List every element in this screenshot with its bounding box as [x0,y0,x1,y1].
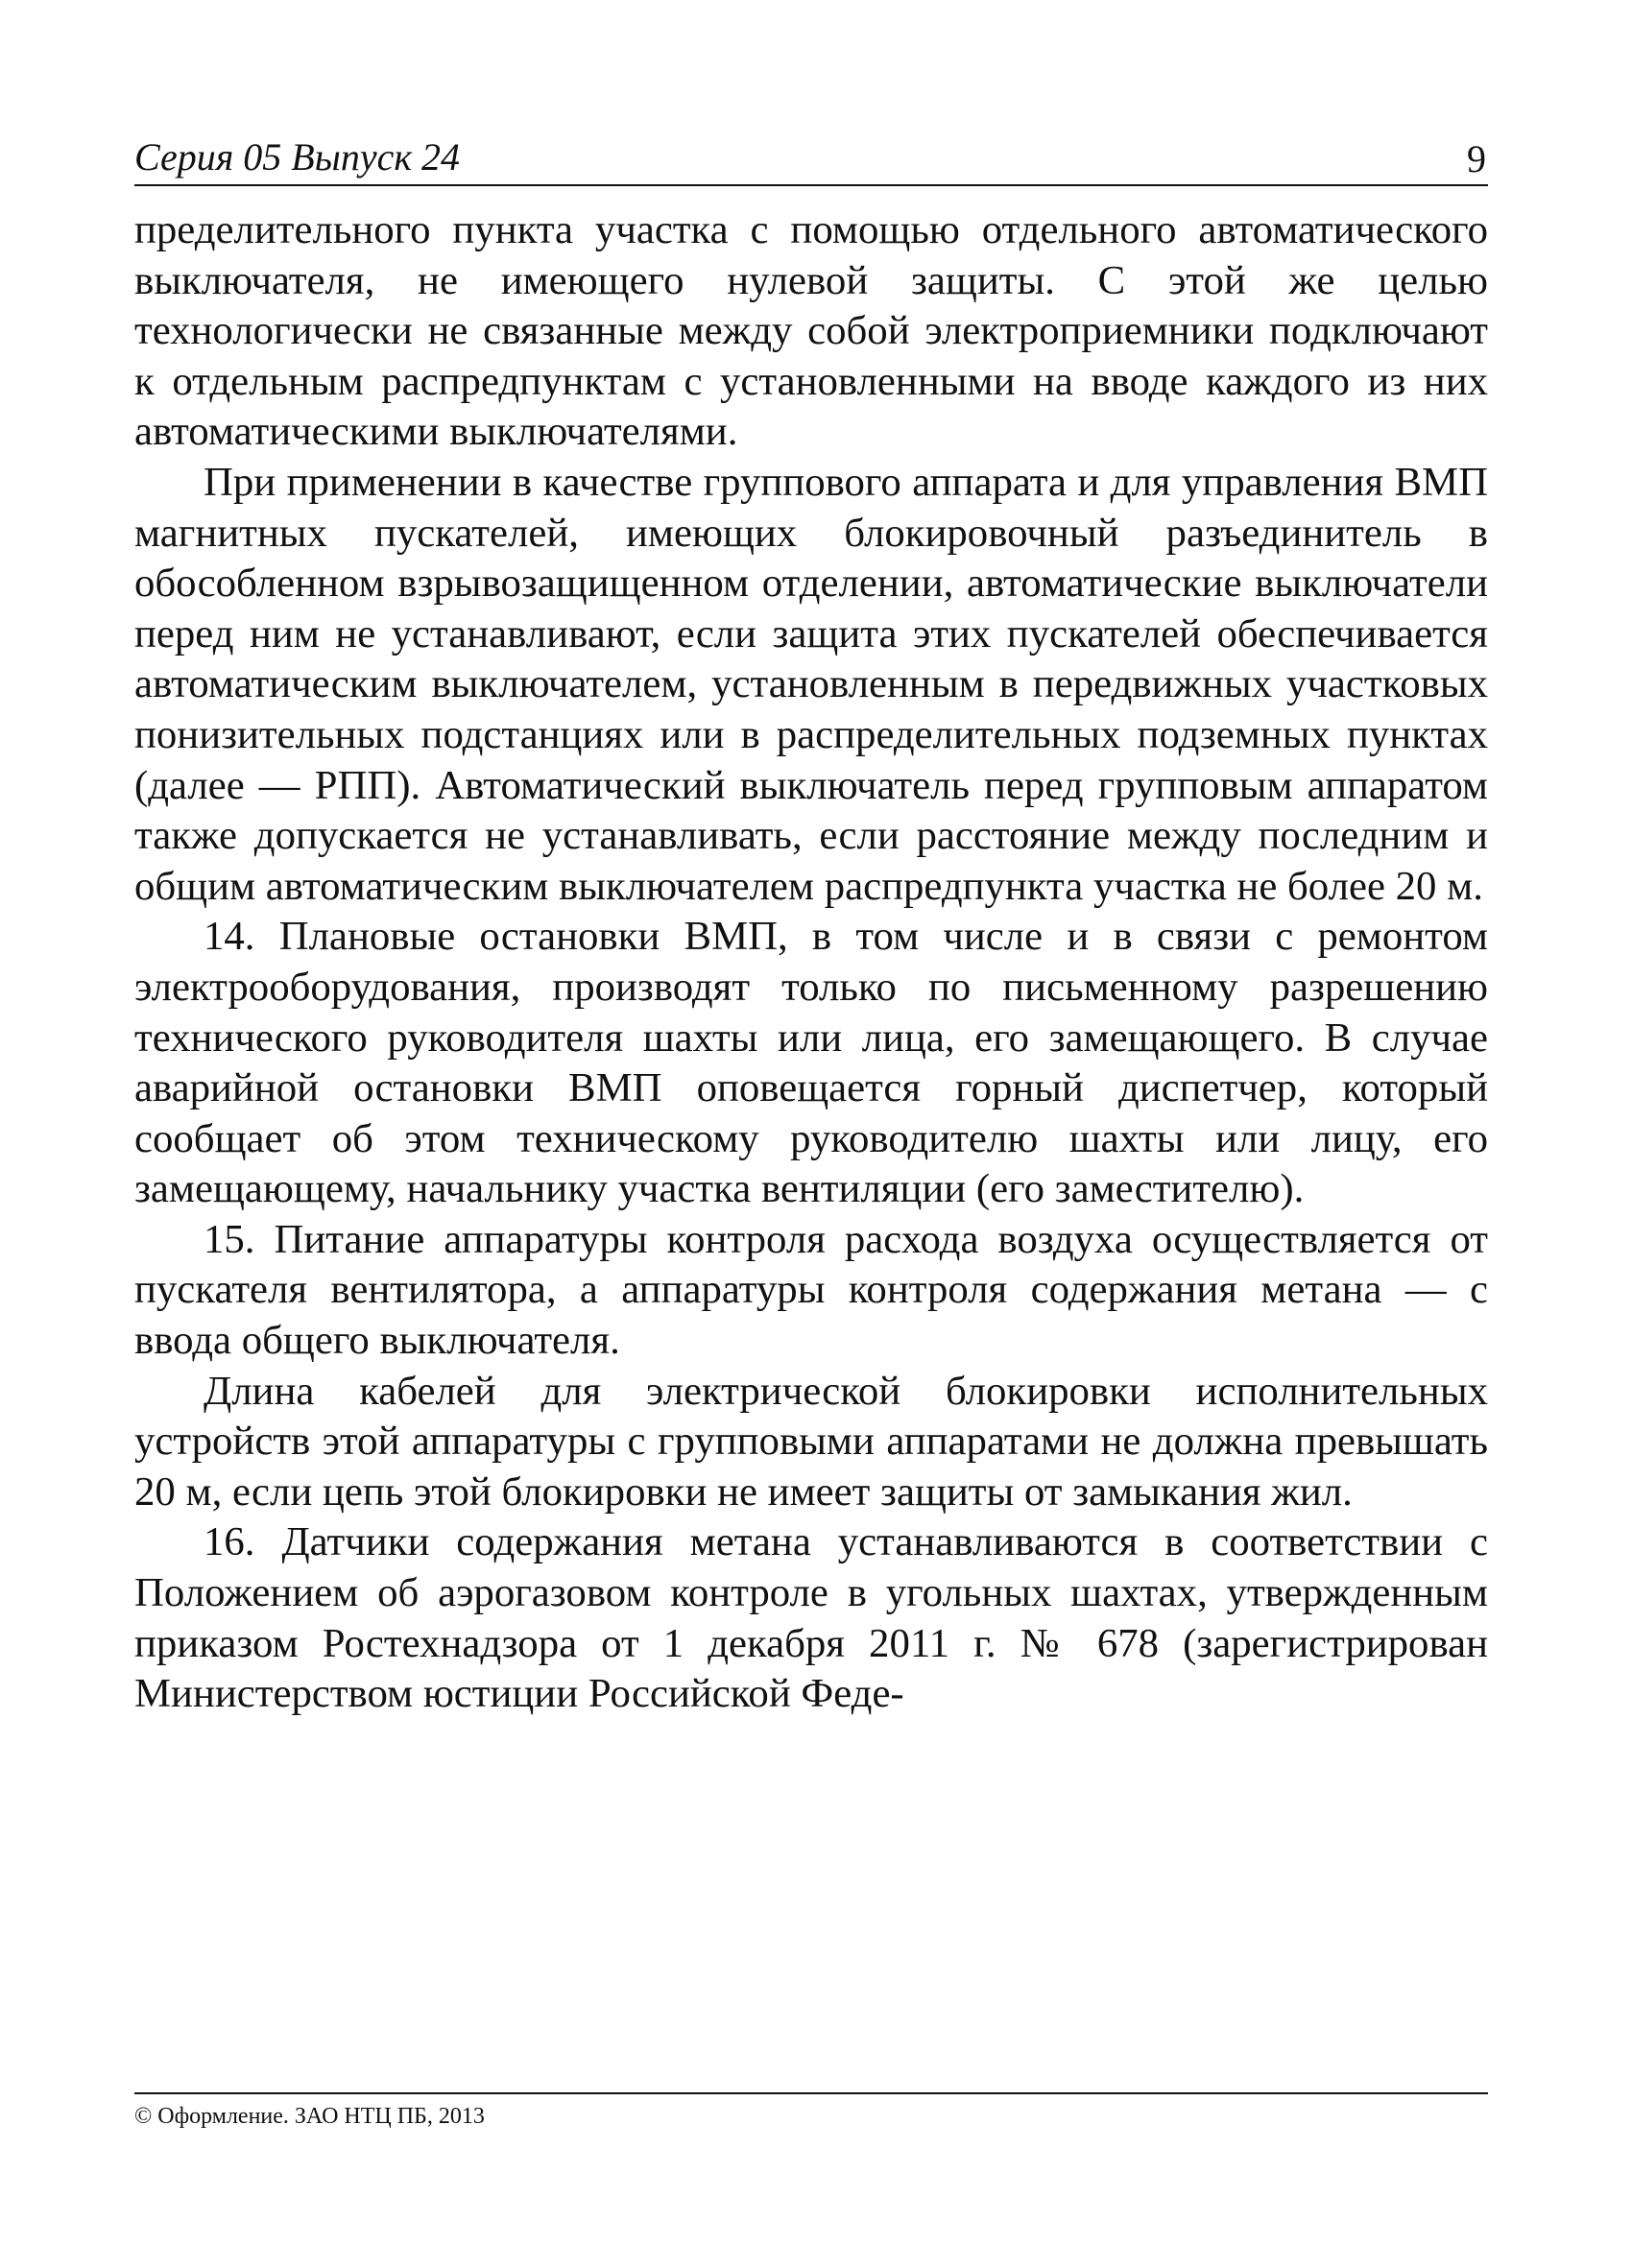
running-header [134,132,1488,186]
paragraph-item-15: 15. Питание аппаратуры контроля расхода воздуха осуществляется от пускателя вентилятора, а аппаратуры контроля содержания метана — с ввода общего выключателя. [134,1216,1488,1364]
series-title: Серия 05 Выпуск 24 [134,135,461,179]
page-body [134,205,1488,1720]
paragraph-item-16: 16. Датчики содержания метана устанавливаются в соответствии с Положением об аэрогазовом контроле в угольных шахтах, утвержденным приказом Ростехнадзора от 1 декабря 2011 г. № 678 (зарегистрирован Министерством юстиции Российской Феде- [134,1519,1488,1717]
paragraph-item-14: 14. Плановые остановки ВМП, в том числе и в связи с ремонтом электрооборудования, производят только по письменному разрешению технического руководителя шахты или лица, его замещающего. В случае аварийной остановки ВМП оповещается горный диспетчер, который сообщает об этом техническому руководителю шахты или лицу, его замещающему, начальнику участка вентиляции (его заместителю). [134,914,1488,1212]
paragraph-group-apparatus: При применении в качестве группового аппарата и для управления ВМП магнитных пускателей, имеющих блокировочный разъединитель в обособленном взрывозащищенном отделении, автоматические выключатели перед ним не устанавливают, если защита этих пускателей обеспечивается автоматическим выключателем, установленным в передвижных участковых понизительных подстанциях или в распределительных подземных пунктах (далее — РПП). Автоматический выключатель перед групповым аппаратом также допускается не устанавливать, если расстояние между последним и общим автоматическим выключателем распредпункта участка не более 20 м. [134,459,1488,909]
footer-divider [134,2092,1488,2094]
page-number: 9 [1467,137,1486,180]
paragraph-cable-length: Длина кабелей для электрической блокировки исполнительных устройств этой аппаратуры с групповыми аппаратами не должна превышать 20 м, если цепь этой блокировки не имеет защиты от замыкания жил. [134,1368,1488,1515]
footer-copyright: © Оформление. ЗАО НТЦ ПБ, 2013 [134,2104,485,2129]
paragraph-continuation: пределительного пункта участка с помощью отдельного автоматического выключателя, не имеющего нулевой защиты. С этой же целью технологически не связанные между собой электроприемники подключают к отдельным распредпунктам с установленными на вводе каждого из них автоматическими выключателями. [134,207,1488,455]
